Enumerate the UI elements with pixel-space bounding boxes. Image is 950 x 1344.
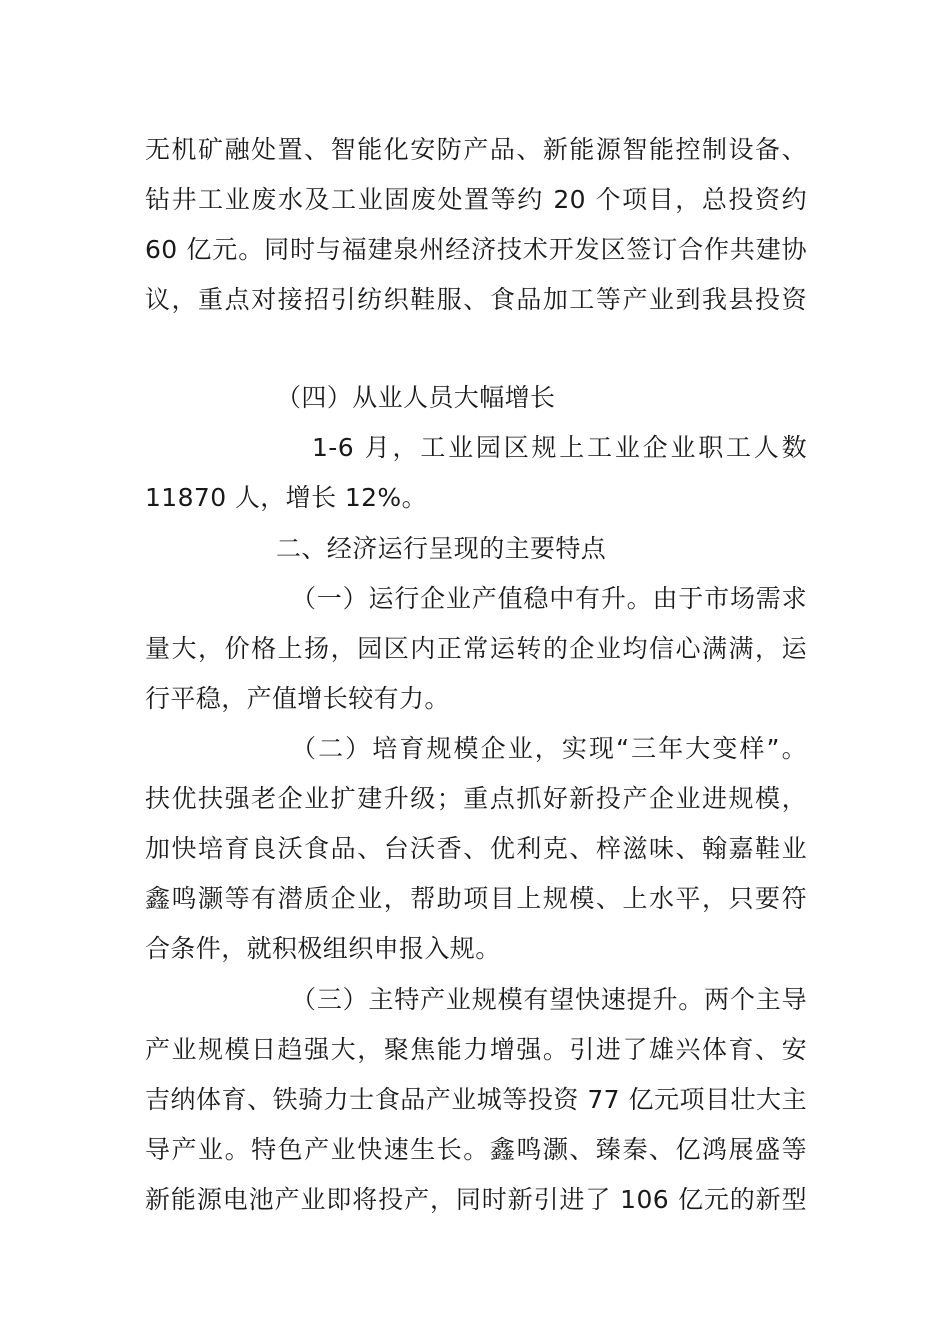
paragraph-line: 产业规模日趋强大，聚焦能力增强。引进了雄兴体育、安 [145, 1035, 807, 1064]
paragraph-line: 60 亿元。同时与福建泉州经济技术开发区签订合作共建协 [145, 235, 807, 264]
paragraph-line: 鑫鸣灏等有潜质企业，帮助项目上规模、上水平，只要符 [145, 884, 807, 913]
paragraph-line: 新能源电池产业即将投产，同时新引进了 106 亿元的新型 [145, 1185, 807, 1214]
paragraph-line: 11870 人，增长 12%。 [145, 483, 427, 512]
paragraph-line: 量大，价格上扬，园区内正常运转的企业均信心满满，运 [145, 634, 807, 663]
paragraph-line: 合条件，就积极组织申报入规。 [145, 934, 501, 963]
paragraph-line: 行平稳，产值增长较有力。 [145, 684, 450, 713]
paragraph-line: 议，重点对接招引纺织鞋服、食品加工等产业到我县投资 [145, 285, 807, 314]
chapter-heading: 二、经济运行呈现的主要特点 [276, 534, 607, 563]
paragraph-line: （一）运行企业产值稳中有升。由于市场需求 [291, 584, 807, 613]
paragraph-line: 扶优扶强老企业扩建升级；重点抓好新投产企业进规模， [145, 784, 807, 813]
paragraph-line: 无机矿融处置、智能化安防产品、新能源智能控制设备、 [145, 135, 807, 164]
paragraph-line: 钻井工业废水及工业固废处置等约 20 个项目，总投资约 [145, 185, 807, 214]
section-heading: （四）从业人员大幅增长 [276, 383, 556, 412]
paragraph-line: 1-6 月，工业园区规上工业企业职工人数 [312, 433, 807, 462]
paragraph-line: （三）主特产业规模有望快速提升。两个主导 [291, 985, 807, 1014]
paragraph-line: 加快培育良沃食品、台沃香、优利克、梓滋味、翰嘉鞋业 [145, 834, 807, 863]
paragraph-line: 吉纳体育、铁骑力士食品产业城等投资 77 亿元项目壮大主 [145, 1085, 807, 1114]
paragraph-line: （二）培育规模企业，实现“三年大变样”。 [291, 734, 807, 763]
paragraph-line: 导产业。特色产业快速生长。鑫鸣灏、臻秦、亿鸿展盛等 [145, 1135, 807, 1164]
